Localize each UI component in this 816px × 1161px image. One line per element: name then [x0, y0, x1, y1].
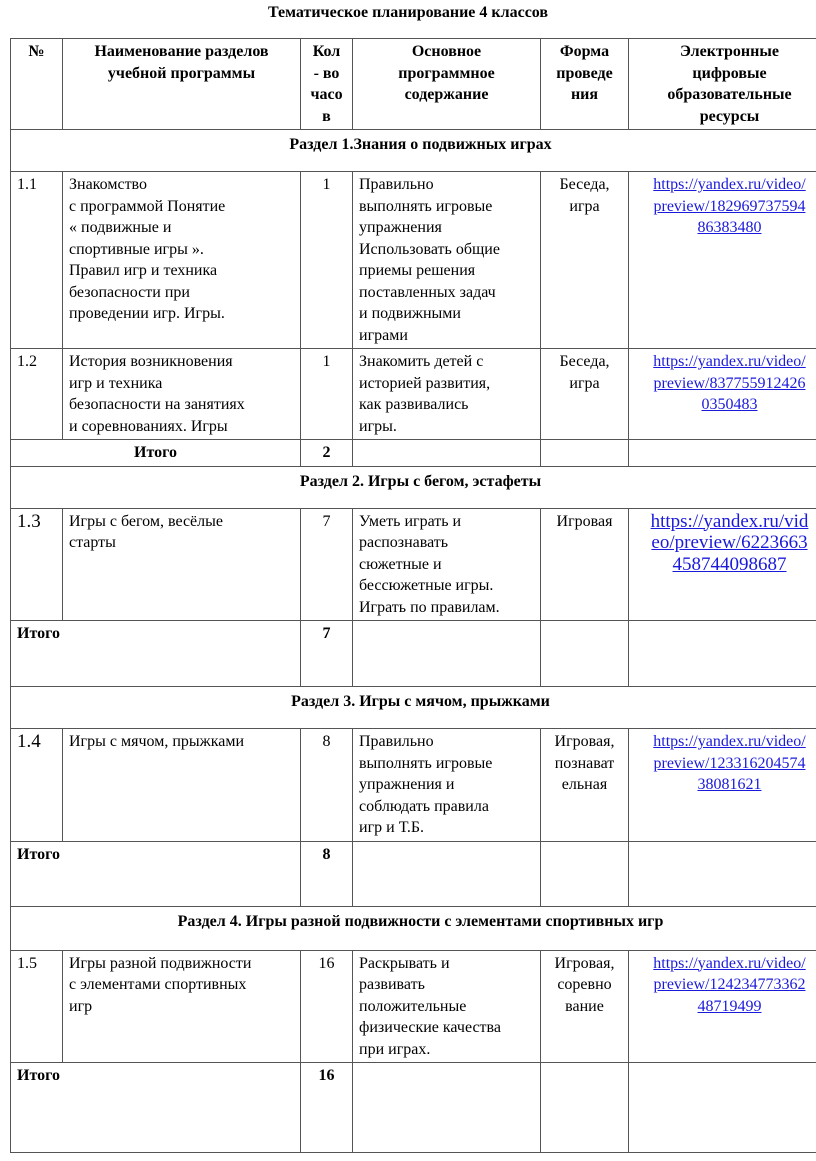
- row-hours: 8: [301, 729, 353, 842]
- section-row: [11, 130, 816, 172]
- total-hours: 8: [301, 841, 353, 906]
- header-form: Форма проведе ния: [541, 39, 629, 130]
- row-name: Игры разной подвижности с элементами спортивных игр: [63, 950, 301, 1063]
- row-name: История возникновения игр и техника безопасности на занятиях и соревнованиях. Игры: [63, 349, 301, 440]
- total-row: [11, 1063, 816, 1153]
- table-row: [11, 172, 816, 349]
- row-hours: 16: [301, 950, 353, 1063]
- row-content: Правильно выполнять игровые упражнения Использовать общие приемы решения поставленных задач и подвижными играми: [353, 172, 541, 349]
- resource-link[interactable]: https://yandex.ru/video/ preview/182969737594 86383480: [653, 176, 806, 236]
- table-header-row: [11, 39, 816, 130]
- resource-link[interactable]: https://yandex.ru/vid eo/preview/6223663 458744098687: [650, 510, 809, 575]
- row-form: Беседа, игра: [541, 349, 629, 440]
- row-hours: 1: [301, 349, 353, 440]
- total-row: [11, 621, 816, 687]
- table-row: [11, 508, 816, 621]
- row-content: Знакомить детей с историей развития, как развивались игры.: [353, 349, 541, 440]
- section-row: [11, 466, 816, 508]
- planning-table: [10, 38, 816, 1153]
- total-label: Итого: [11, 621, 301, 687]
- total-label: Итого: [11, 440, 301, 467]
- resource-link[interactable]: https://yandex.ru/video/ preview/124234773362 48719499: [653, 954, 806, 1015]
- header-resources: Электронные цифровые образовательные ресурсы: [629, 39, 816, 130]
- header-content: Основное программное содержание: [353, 39, 541, 130]
- total-row: [11, 440, 816, 467]
- row-content: Уметь играть и распознавать сюжетные и бессюжетные игры. Играть по правилам.: [353, 508, 541, 621]
- total-row: [11, 841, 816, 906]
- total-label: Итого: [11, 1063, 301, 1153]
- row-form: Игровая, соревно вание: [541, 950, 629, 1063]
- section-title: Раздел 2. Игры с бегом, эстафеты: [11, 466, 816, 508]
- row-hours: 7: [301, 508, 353, 621]
- row-form: Игровая, познават ельная: [541, 729, 629, 842]
- document-title: Тематическое планирование 4 классов: [267, 4, 549, 21]
- table-row: [11, 349, 816, 440]
- total-hours: 2: [301, 440, 353, 467]
- row-name: Знакомство с программой Понятие « подвижные и спортивные игры ». Правил игр и техника безопасности при проведении игр. Игры.: [63, 172, 301, 349]
- row-number: 1.4: [11, 729, 63, 842]
- header-section-name: Наименование разделов учебной программы: [63, 39, 301, 130]
- table-row: [11, 729, 816, 842]
- total-hours: 7: [301, 621, 353, 687]
- section-row: [11, 906, 816, 950]
- row-hours: 1: [301, 172, 353, 349]
- row-number: 1.5: [11, 950, 63, 1063]
- total-label: Итого: [11, 841, 301, 906]
- row-name: Игры с мячом, прыжками: [63, 729, 301, 842]
- row-number: 1.1: [11, 172, 63, 349]
- row-name: Игры с бегом, весёлые старты: [63, 508, 301, 621]
- header-hours: Кол - во часо в: [301, 39, 353, 130]
- row-form: Беседа, игра: [541, 172, 629, 349]
- section-title: Раздел 1.Знания о подвижных играх: [11, 130, 816, 172]
- section-title: Раздел 4. Игры разной подвижности с элементами спортивных игр: [11, 906, 816, 950]
- row-content: Правильно выполнять игровые упражнения и соблюдать правила игр и Т.Б.: [353, 729, 541, 842]
- resource-link[interactable]: https://yandex.ru/video/ preview/123316204574 38081621: [653, 733, 806, 793]
- row-content: Раскрывать и развивать положительные физические качества при играх.: [353, 950, 541, 1063]
- row-number: 1.2: [11, 349, 63, 440]
- resource-link[interactable]: https://yandex.ru/video/ preview/837755912426 0350483: [653, 353, 806, 413]
- row-form: Игровая: [541, 508, 629, 621]
- section-title: Раздел 3. Игры с мячом, прыжками: [11, 687, 816, 729]
- total-hours: 16: [301, 1063, 353, 1153]
- row-number: 1.3: [11, 508, 63, 621]
- table-row: [11, 950, 816, 1063]
- section-row: [11, 687, 816, 729]
- header-number: №: [11, 39, 63, 130]
